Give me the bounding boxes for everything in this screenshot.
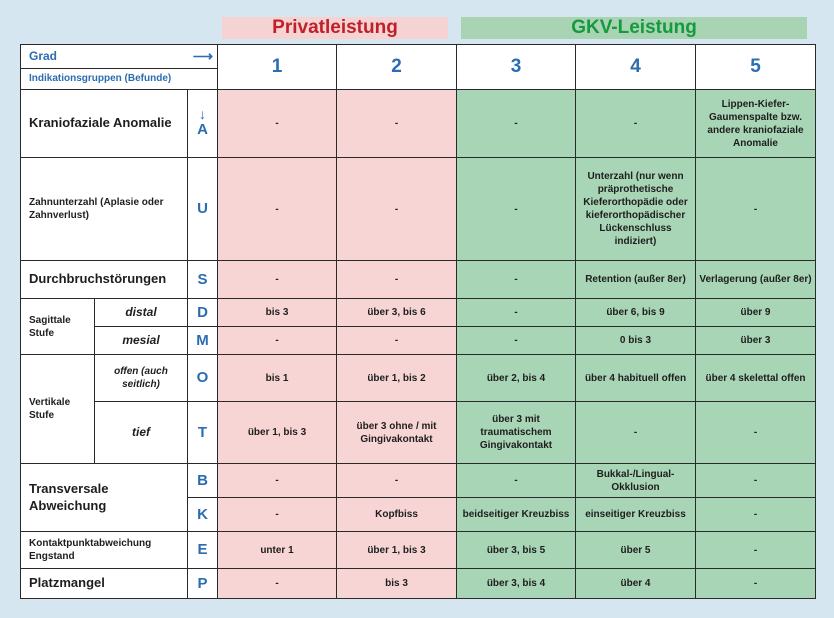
row-letter: E <box>188 532 218 569</box>
cell: - <box>218 464 337 498</box>
cell: - <box>337 158 457 261</box>
row-s <box>21 261 816 299</box>
cell: über 3 <box>696 327 816 355</box>
cell: Unterzahl (nur wenn präprothetische Kieferorthopädie oder kieferorthopädischer Lückenschluss indiziert) <box>576 158 696 261</box>
cell: - <box>337 327 457 355</box>
cell: über 3 mit traumatischem Gingivakontakt <box>457 402 576 464</box>
cell: über 3, bis 5 <box>457 532 576 569</box>
cell: - <box>457 464 576 498</box>
cell: - <box>696 569 816 599</box>
row-letter: T <box>188 402 218 464</box>
cell: Verlagerung (außer 8er) <box>696 261 816 299</box>
cell: Bukkal-/Lingual-Okklusion <box>576 464 696 498</box>
grade-5: 5 <box>696 45 816 90</box>
cell: bis 3 <box>337 569 457 599</box>
cell: - <box>457 261 576 299</box>
cell: 0 bis 3 <box>576 327 696 355</box>
cell: über 9 <box>696 299 816 327</box>
cell: - <box>457 299 576 327</box>
cell: Lippen-Kiefer-Gaumenspalte bzw. andere kraniofaziale Anomalie <box>696 90 816 158</box>
row-letter: M <box>188 327 218 355</box>
group-label-vertikal: Vertikale Stufe <box>21 355 95 464</box>
row-u <box>21 158 816 261</box>
grade-3: 3 <box>457 45 576 90</box>
cell: unter 1 <box>218 532 337 569</box>
cell: über 1, bis 2 <box>337 355 457 402</box>
grade-4: 4 <box>576 45 696 90</box>
cell: - <box>218 498 337 532</box>
grad-label: Grad <box>29 48 58 63</box>
row-letter: S <box>188 261 218 299</box>
row-label: Zahnunterzahl (Aplasie oder Zahnverlust) <box>21 158 188 261</box>
cell: - <box>337 90 457 158</box>
gkv-leistung-header: GKV-Leistung <box>461 17 807 39</box>
group-label-transversal: Transversale Abweichung <box>21 464 188 532</box>
cell: über 4 <box>576 569 696 599</box>
row-o <box>21 355 816 402</box>
cell: über 4 habituell offen <box>576 355 696 402</box>
cell: bis 1 <box>218 355 337 402</box>
grade-1: 1 <box>218 45 337 90</box>
group-label-sagittal: Sagittale Stufe <box>21 299 95 355</box>
row-b <box>21 464 816 498</box>
row-t <box>21 402 816 464</box>
cell: - <box>218 158 337 261</box>
sub-label: distal <box>95 299 188 327</box>
row-letter: U <box>188 158 218 261</box>
cell: über 1, bis 3 <box>218 402 337 464</box>
cell: über 6, bis 9 <box>576 299 696 327</box>
cell: - <box>696 158 816 261</box>
cell: beidseitiger Kreuzbiss <box>457 498 576 532</box>
row-letter: K <box>188 498 218 532</box>
cell: über 2, bis 4 <box>457 355 576 402</box>
cell: - <box>218 261 337 299</box>
cell: - <box>576 90 696 158</box>
row-label: Kraniofaziale Anomalie <box>21 90 188 158</box>
cell: - <box>457 90 576 158</box>
cell: - <box>337 464 457 498</box>
row-a <box>21 90 816 158</box>
sub-label: tief <box>95 402 188 464</box>
row-letter: D <box>188 299 218 327</box>
row-letter: P <box>188 569 218 599</box>
sub-label: offen (auch seitlich) <box>95 355 188 402</box>
grade-header-row <box>21 45 816 90</box>
cell: einseitiger Kreuzbiss <box>576 498 696 532</box>
cell: über 3, bis 6 <box>337 299 457 327</box>
cell: - <box>337 261 457 299</box>
cell: - <box>696 498 816 532</box>
cell: über 5 <box>576 532 696 569</box>
row-d <box>21 299 816 327</box>
arrow-right-icon: ⟶ <box>192 48 213 65</box>
privatleistung-header: Privatleistung <box>222 17 448 39</box>
cell: - <box>696 532 816 569</box>
row-m <box>21 327 816 355</box>
cell: über 3 ohne / mit Gingivakontakt <box>337 402 457 464</box>
cell: bis 3 <box>218 299 337 327</box>
row-label: Durchbruchstörungen <box>21 261 188 299</box>
cell: - <box>218 569 337 599</box>
cell: Retention (außer 8er) <box>576 261 696 299</box>
row-letter: B <box>188 464 218 498</box>
cell: über 4 skelettal offen <box>696 355 816 402</box>
row-letter: ↓ A <box>188 90 218 158</box>
cell: über 3, bis 4 <box>457 569 576 599</box>
cell: - <box>218 327 337 355</box>
row-label: Kontaktpunktabweichung Engstand <box>21 532 188 569</box>
cell: - <box>696 464 816 498</box>
sub-label: mesial <box>95 327 188 355</box>
row-label: Platzmangel <box>21 569 188 599</box>
header-corner <box>21 45 218 90</box>
cell: - <box>218 90 337 158</box>
cell: Kopfbiss <box>337 498 457 532</box>
cell: - <box>457 327 576 355</box>
grad-label-row <box>21 46 217 69</box>
cell: - <box>457 158 576 261</box>
row-p <box>21 569 816 599</box>
cell: - <box>576 402 696 464</box>
cell: - <box>696 402 816 464</box>
row-letter: O <box>188 355 218 402</box>
kig-table <box>20 44 816 599</box>
row-e <box>21 532 816 569</box>
indikationsgruppen-label: Indikationsgruppen (Befunde) <box>29 73 172 84</box>
arrow-down-icon: ↓ <box>199 105 206 122</box>
grade-2: 2 <box>337 45 457 90</box>
cell: über 1, bis 3 <box>337 532 457 569</box>
